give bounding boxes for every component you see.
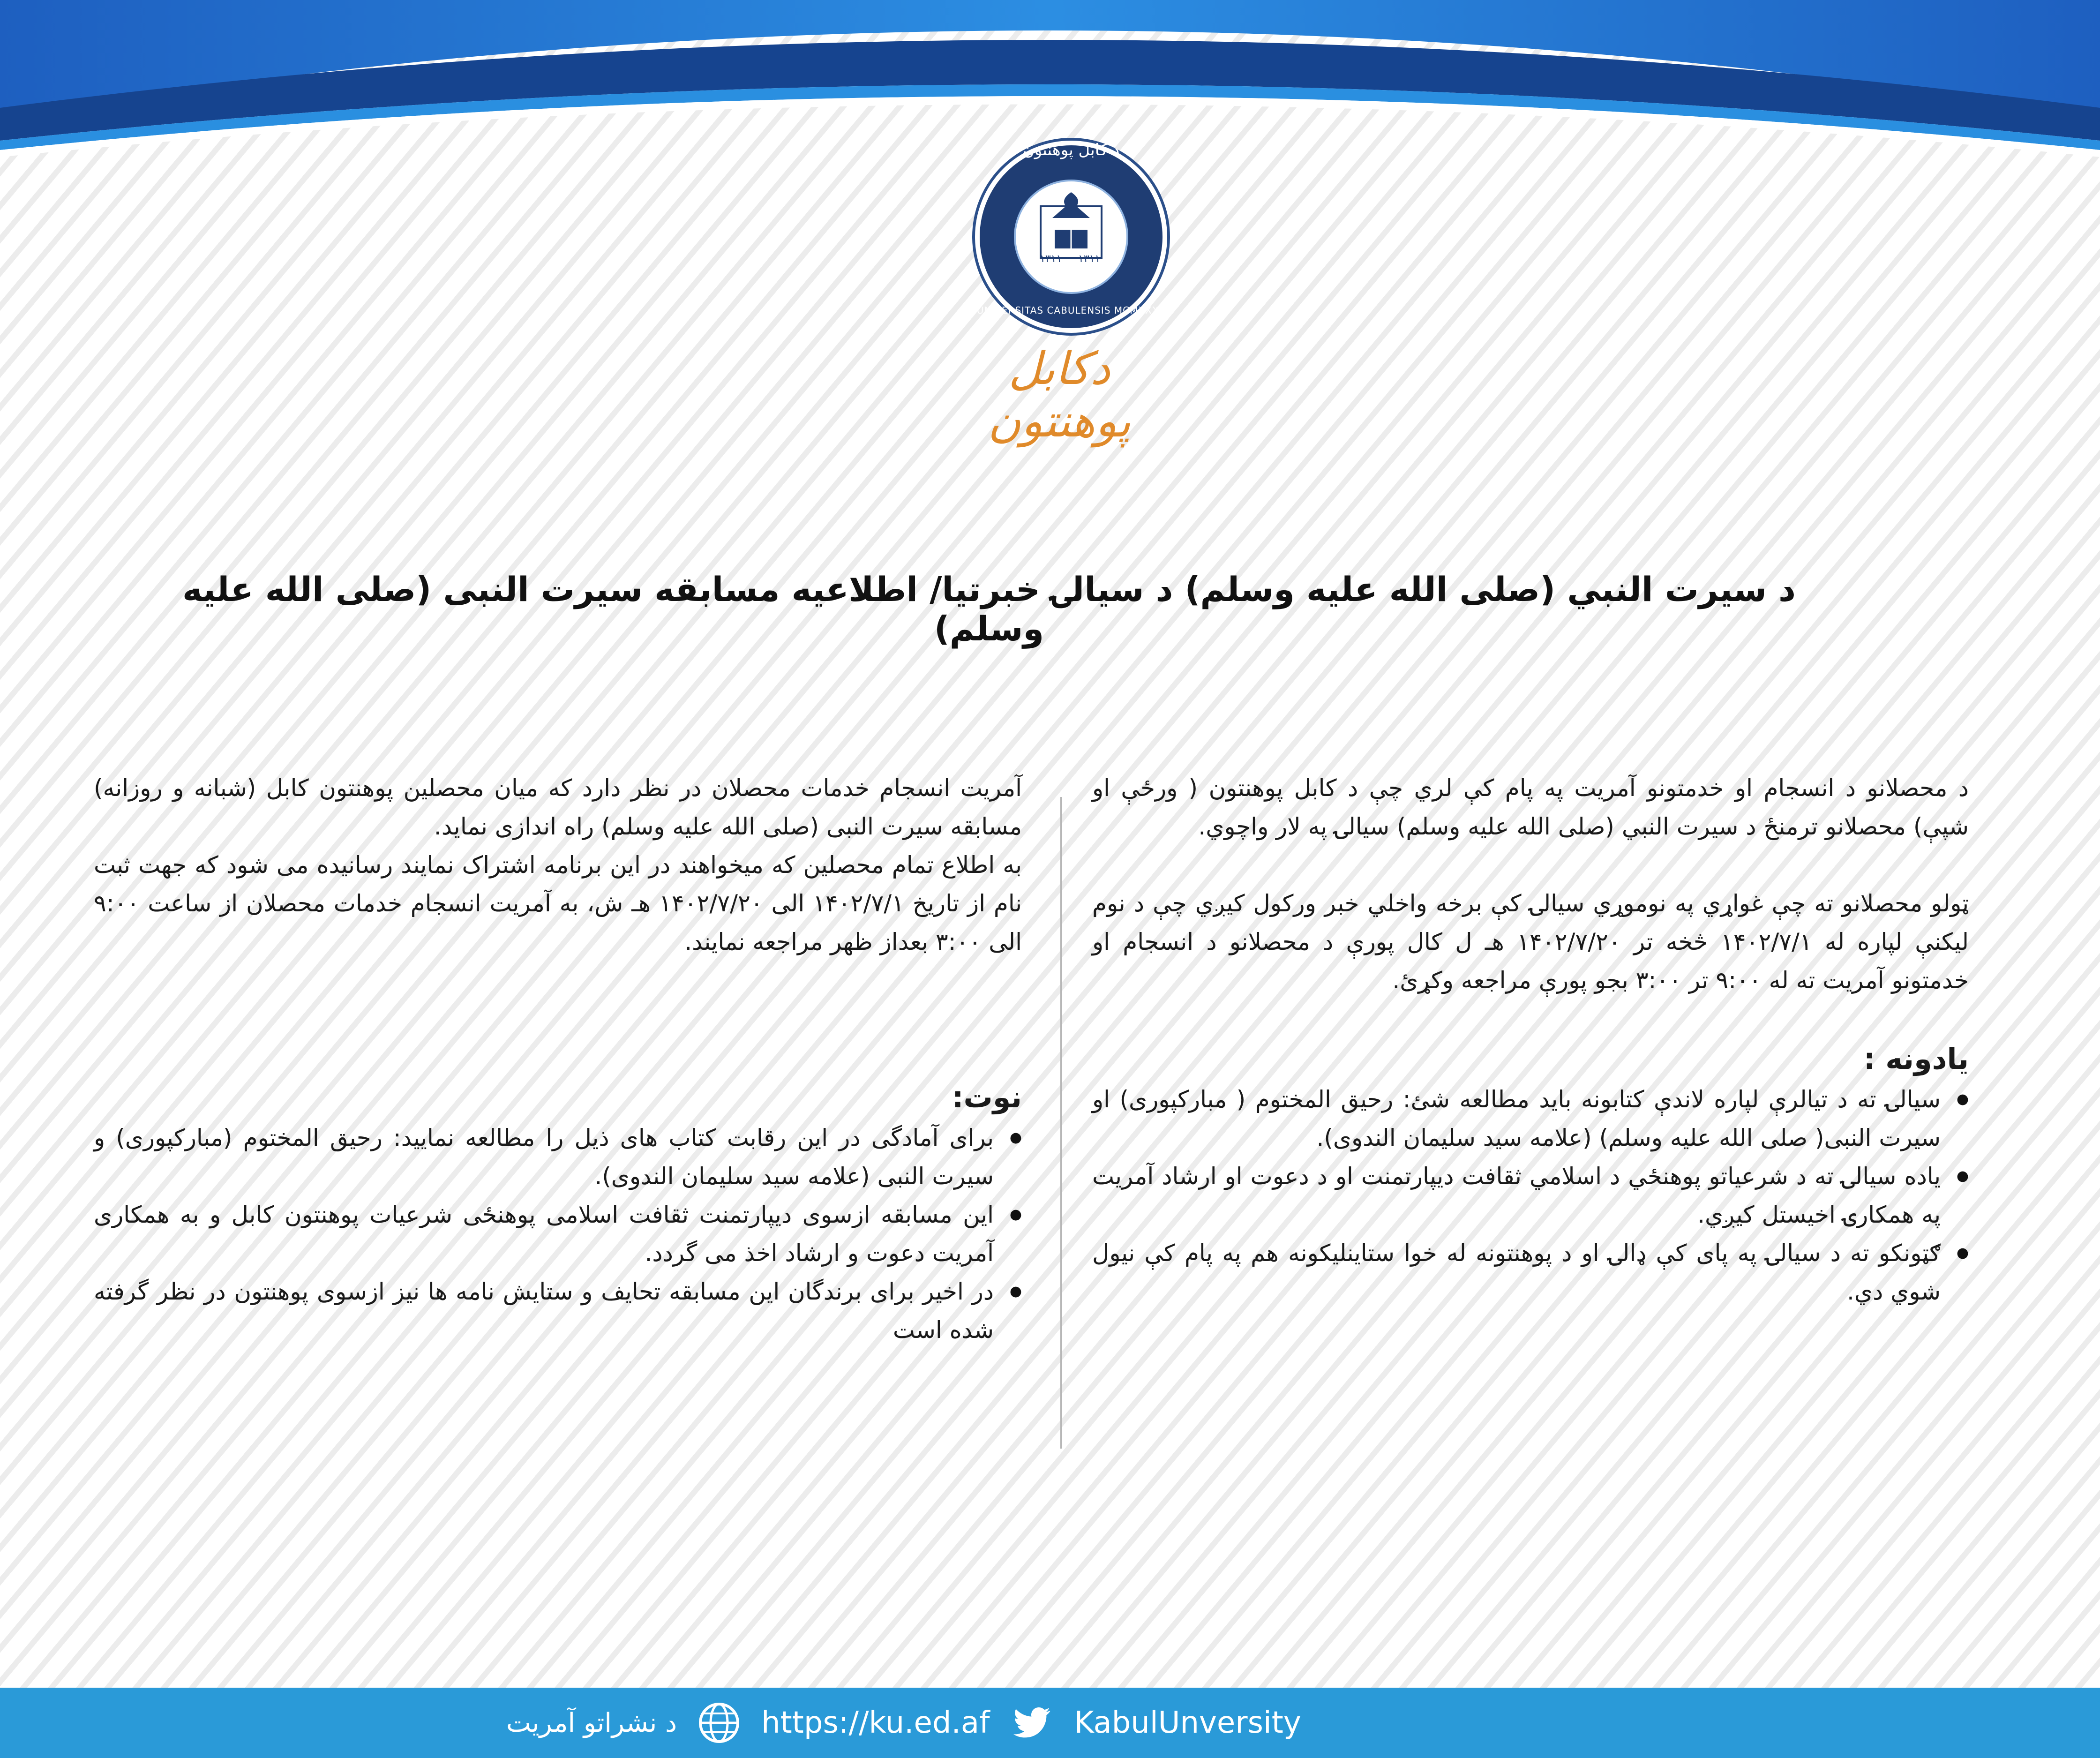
seal-top-text: د کابل پوهنتون <box>1022 141 1120 159</box>
footer-twitter-handle[interactable]: KabulUnversity <box>1074 1705 1301 1740</box>
twitter-icon <box>1009 1699 1056 1746</box>
pashto-notes-list <box>1092 1080 1969 1311</box>
footer-bar <box>0 1688 2100 1758</box>
university-name: دکابل پوهنتون <box>988 342 1131 447</box>
dari-notes-list <box>94 1119 1022 1349</box>
dari-notes-heading: نوت: <box>952 1080 1022 1114</box>
list-item: ● یاده سیالۍ ته د شرعیاتو پوهنځي د اسلامي ثقافت دیپارتمنت او د دعوت او ارشاد آمریت په همکارۍ اخیستل کیږي. <box>1092 1157 1969 1234</box>
list-item: ● ګټونکو ته د سیالۍ په پای کې ډالۍ او د پوهنتونه له خوا ستاینلیکونه هم په پام کې نیول شوي دي. <box>1092 1234 1969 1311</box>
dari-paragraph-2: به اطلاع تمام محصلین که میخواهند در این برنامه اشتراک نمایند رسانیده می شود که جهت ثبت نام از تاریخ ۱۴۰۲/۷/۱ الی ۱۴۰۲/۷/۲۰ هـ ش، به آمریت انسجام خدمات محصلان از ساعت ۹:۰۰ الی ۳:۰۰ بعداز ظهر مراجعه نمایند. <box>94 851 1022 955</box>
list-item: ● در اخیر برای برندگان این مسابقه تحایف و ستایش نامه ها نیز ازسوی پوهنتون در نظر گرفته شده است <box>94 1272 1022 1349</box>
column-divider <box>1060 797 1062 1449</box>
pashto-paragraph-2: ټولو محصلانو ته چې غواړي په نوموړي سیالۍ کې برخه واخلي خبر ورکول کیږي چې د نوم لیکنې لپاره له ۱۴۰۲/۷/۱ څخه تر ۱۴۰۲/۷/۲۰ هـ ل کال پورې د محصلانو د انسجام او خدمتونو آمریت ته له ۹:۰۰ تر ۳:۰۰ بجو پورې مراجعه وکړئ. <box>1092 890 1969 994</box>
page-title: د سیرت النبي (صلی الله علیه وسلم) د سیالۍ خبرتیا/ اطلاعیه مسابقه سیرت النبی (صلی الله علیه وسلم) <box>182 570 1796 648</box>
dari-column <box>94 769 1022 1349</box>
pashto-notes-heading: یادونه : <box>1863 1042 1969 1076</box>
seal-latin-text: UNIVERSITAS CABULENSIS MCMXXXII <box>976 305 1166 316</box>
pashto-paragraph-1: د محصلانو د انسجام او خدمتونو آمریت په پام کې لري چې د کابل پوهنتون ( ورځې او شپې) محصلانو ترمنځ د سیرت النبي (صلی الله علیه وسلم) سیالۍ په لار واچوي. <box>1092 774 1969 840</box>
seal-year-left: ۱۳۱۱ <box>1040 253 1062 265</box>
list-item: ● برای آمادگی در این رقابت کتاب های ذیل را مطالعه نمایید: رحیق المختوم (مبارکپوری) و سیرت النبی (علامه سید سلیمان الندوی). <box>94 1119 1022 1195</box>
list-item: ● این مسابقه ازسوی دیپارتمنت ثقافت اسلامی پوهنځی شرعیات پوهنتون کابل و به همکاری آمریت دعوت و ارشاد اخذ می گردد. <box>94 1195 1022 1272</box>
globe-icon <box>696 1699 742 1746</box>
dari-paragraph-1: آمریت انسجام خدمات محصلان در نظر دارد که میان محصلین پوهنتون کابل (شبانه و روزانه) مسابقه سیرت النبی (صلی الله علیه وسلم) راه اندازی نماید. <box>94 774 1022 840</box>
list-item: ● سیالۍ ته د تیالرې لپاره لاندې کتابونه باید مطالعه شئ: رحیق المختوم ( مبارکپوری) او سیرت النبی( صلی الله علیه وسلم) (علامه سید سلیمان الندوی). <box>1092 1080 1969 1157</box>
seal-year-right: ۱۳۱۱ <box>1078 253 1101 265</box>
pashto-column <box>1092 769 1969 1311</box>
footer-department: د نشراتو آمریت <box>506 1707 677 1738</box>
footer-website-link[interactable]: https://ku.ed.af <box>761 1705 990 1740</box>
